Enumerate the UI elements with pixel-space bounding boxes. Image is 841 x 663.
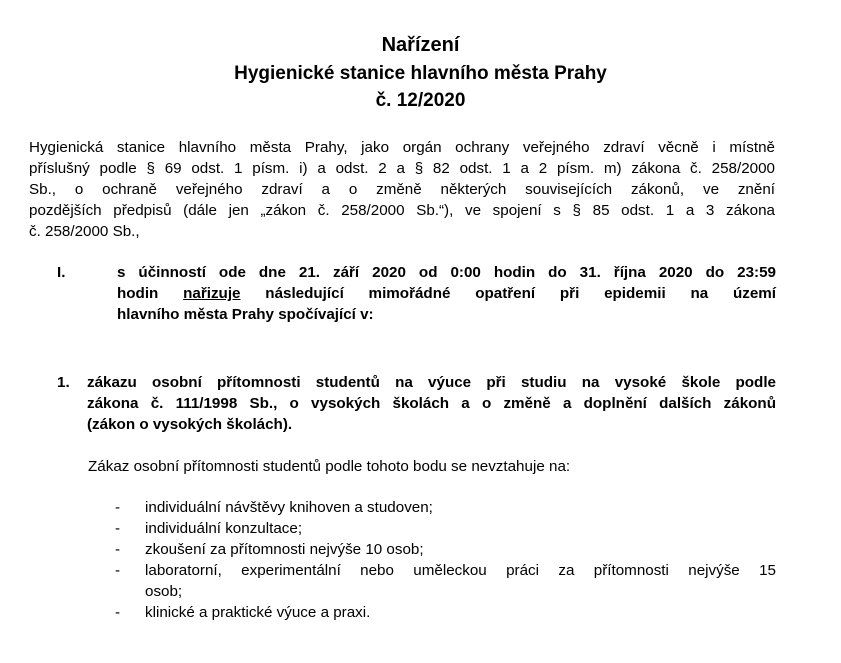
item-line: (zákon o vysokých školách).: [87, 416, 293, 433]
intro-line: příslušný podle § 69 odst. 1 písm. i) a odst. 2 a § 82 odst. 1 a 2 písm. m) zákona č. 258/2000: [29, 160, 775, 177]
dash-bullet: -: [115, 604, 121, 621]
list-item-text: osob;: [145, 583, 183, 600]
intro-line: č. 258/2000 Sb.,: [29, 223, 140, 240]
section-number: I.: [57, 264, 66, 281]
list-item: [112, 539, 776, 560]
intro-line: Hygienická stanice hlavního města Prahy, jako orgán ochrany veřejného zdraví věcně i místně: [29, 139, 775, 156]
item-line: zákazu osobní přítomnosti studentů na výuce při studiu na vysoké škole podle: [87, 374, 776, 391]
section-text: [117, 262, 776, 325]
dash-bullet: -: [115, 520, 121, 537]
dash-bullet: -: [115, 562, 121, 579]
list-item: [112, 518, 776, 539]
dash-bullet: -: [115, 499, 121, 516]
item-number: 1.: [57, 374, 70, 391]
item-text: [87, 372, 776, 435]
list-item-text: zkoušení za přítomnosti nejvýše 10 osob;: [145, 541, 424, 558]
intro-line: pozdějších předpisů (dále jen „zákon č. 258/2000 Sb.“), ve spojení s § 85 odst. 1 a 3 zákona: [29, 202, 775, 219]
item-line: zákona č. 111/1998 Sb., o vysokých školách a o změně a doplnění dalších zákonů: [87, 395, 776, 412]
document-subtitle: Hygienické stanice hlavního města Prahy: [234, 63, 607, 84]
document-number: č. 12/2020: [375, 90, 466, 111]
list-item-text: klinické a praktické výuce a praxi.: [145, 604, 371, 621]
section-line: hlavního města Prahy spočívající v:: [117, 306, 374, 323]
section-line: s účinností ode dne 21. září 2020 od 0:00 hodin do 31. října 2020 do 23:59: [117, 264, 776, 281]
list-item: [112, 560, 776, 602]
list-item-text: individuální konzultace;: [145, 520, 303, 537]
exemption-list: [112, 497, 776, 623]
intro-line: Sb., o ochraně veřejného zdraví a o změně některých souvisejících zákonů, ve znění: [29, 181, 775, 198]
document-title: Nařízení: [381, 34, 460, 56]
exemption-intro: Zákaz osobní přítomnosti studentů podle tohoto bodu se nevztahuje na:: [88, 458, 571, 475]
section-text-part: následující mimořádné opatření při epidemii na území: [240, 285, 776, 302]
list-item: [112, 602, 776, 623]
section-text-part: hodin: [117, 285, 184, 302]
underlined-keyword: nařizuje: [183, 285, 241, 302]
dash-bullet: -: [115, 541, 121, 558]
list-item: [112, 497, 776, 518]
list-item-text: individuální návštěvy knihoven a studoven;: [145, 499, 433, 516]
section-line: [117, 283, 776, 304]
list-item-text: laboratorní, experimentální nebo uměleckou práci za přítomnosti nejvýše 15: [145, 562, 776, 579]
intro-paragraph: [29, 137, 775, 242]
